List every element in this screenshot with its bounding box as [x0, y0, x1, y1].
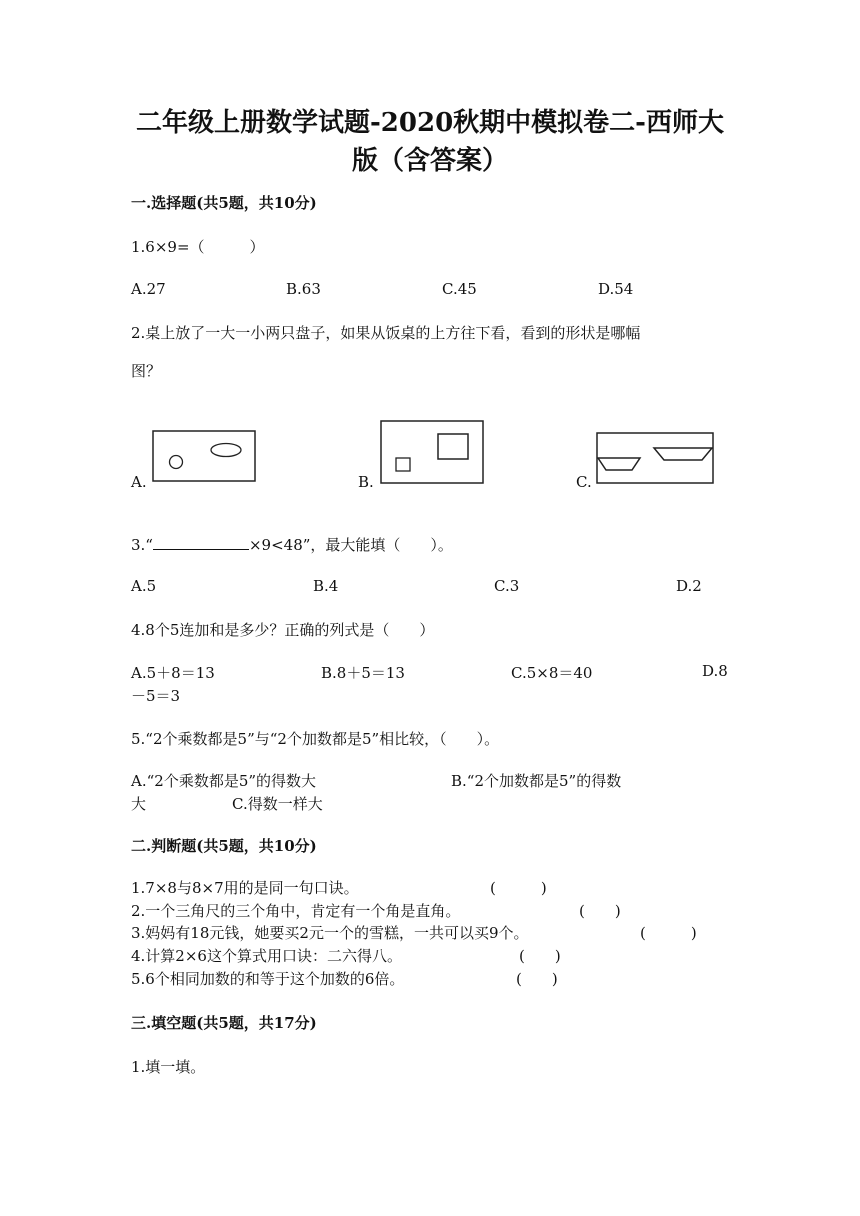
q1-option-d: D.54	[598, 280, 634, 298]
question-2-stem-line1: 2.桌上放了一大一小两只盘子，如果从饭桌的上方往下看，看到的形状是哪幅	[131, 324, 641, 342]
q3-blank	[153, 535, 249, 550]
judge-item-2: 2.一个三角尺的三个角中，肯定有一个角是直角。	[131, 902, 461, 920]
q4-option-d-wrap: －5＝3	[131, 687, 181, 705]
q1-option-a: A.27	[131, 280, 166, 298]
question-3-stem	[131, 534, 453, 555]
section-heading-fill: 三.填空题(共5题，共17分)	[131, 1014, 317, 1032]
question-4-stem: 4.8个5连加和是多少？正确的列式是（ ）	[131, 621, 435, 639]
section-heading-judge: 二.判断题(共5题，共10分)	[131, 837, 317, 855]
q5-option-b: B.“2个加数都是5”的得数	[451, 772, 622, 790]
q2-option-c-figure	[594, 430, 718, 486]
q5-option-a: A.“2个乘数都是5”的得数大	[131, 772, 317, 790]
q1-option-c: C.45	[442, 280, 477, 298]
q2-option-b-label: B.	[358, 473, 374, 491]
q3-option-d: D.2	[676, 577, 702, 595]
q5-option-b-wrap: 大	[131, 795, 147, 813]
table-top-rect	[153, 431, 255, 481]
q3-option-a: A.5	[131, 577, 157, 595]
q5-option-c: C.得数一样大	[232, 795, 323, 813]
judge-item-3-paren: ( )	[640, 924, 697, 942]
large-plate-square	[438, 434, 468, 459]
judge-item-2-paren: ( )	[579, 902, 621, 920]
q4-option-a: A.5＋8＝13	[131, 664, 215, 682]
large-plate-side-view	[654, 448, 712, 460]
q2-option-a-label: A.	[131, 473, 147, 491]
q3-stem-prefix: 3.“	[131, 536, 153, 554]
q2-option-b-figure	[378, 418, 488, 486]
large-plate-ellipse	[211, 444, 241, 457]
small-plate-side-view	[598, 458, 640, 470]
q4-option-b: B.8＋5＝13	[321, 664, 405, 682]
judge-item-5: 5.6个相同加数的和等于这个加数的6倍。	[131, 970, 405, 988]
judge-item-4-paren: ( )	[519, 947, 561, 965]
q4-option-d: D.8	[702, 662, 728, 680]
judge-item-1: 1.7×8与8×7用的是同一句口诀。	[131, 879, 359, 897]
small-plate-square	[396, 458, 410, 471]
q3-option-b: B.4	[313, 577, 339, 595]
question-2-stem-line2: 图？	[131, 362, 162, 380]
judge-item-4: 4.计算2×6这个算式用口诀：二六得八。	[131, 947, 402, 965]
question-1-stem: 1.6×9=（ ）	[131, 238, 265, 256]
judge-item-3: 3.妈妈有18元钱，她要买2元一个的雪糕，一共可以买9个。	[131, 924, 529, 942]
small-plate-circle	[170, 456, 183, 469]
document-title-line2: 版（含答案）	[351, 146, 508, 176]
q2-option-a-figure	[150, 428, 260, 484]
judge-item-5-paren: ( )	[516, 970, 558, 988]
document-title-line1: 二年级上册数学试题-2020秋期中模拟卷二-西师大	[136, 108, 724, 138]
section-heading-choice: 一.选择题(共5题，共10分)	[131, 194, 317, 212]
question-5-stem: 5.“2个乘数都是5”与“2个加数都是5”相比较，（ ）。	[131, 730, 500, 748]
q1-option-b: B.63	[286, 280, 321, 298]
q3-stem-suffix: ×9<48”，最大能填（ ）。	[248, 536, 453, 554]
q3-option-c: C.3	[494, 577, 520, 595]
q2-option-c-label: C.	[576, 473, 592, 491]
q4-option-c: C.5×8＝40	[511, 664, 593, 682]
fill-question-1: 1.填一填。	[131, 1058, 206, 1076]
judge-item-1-paren: ( )	[490, 879, 547, 897]
